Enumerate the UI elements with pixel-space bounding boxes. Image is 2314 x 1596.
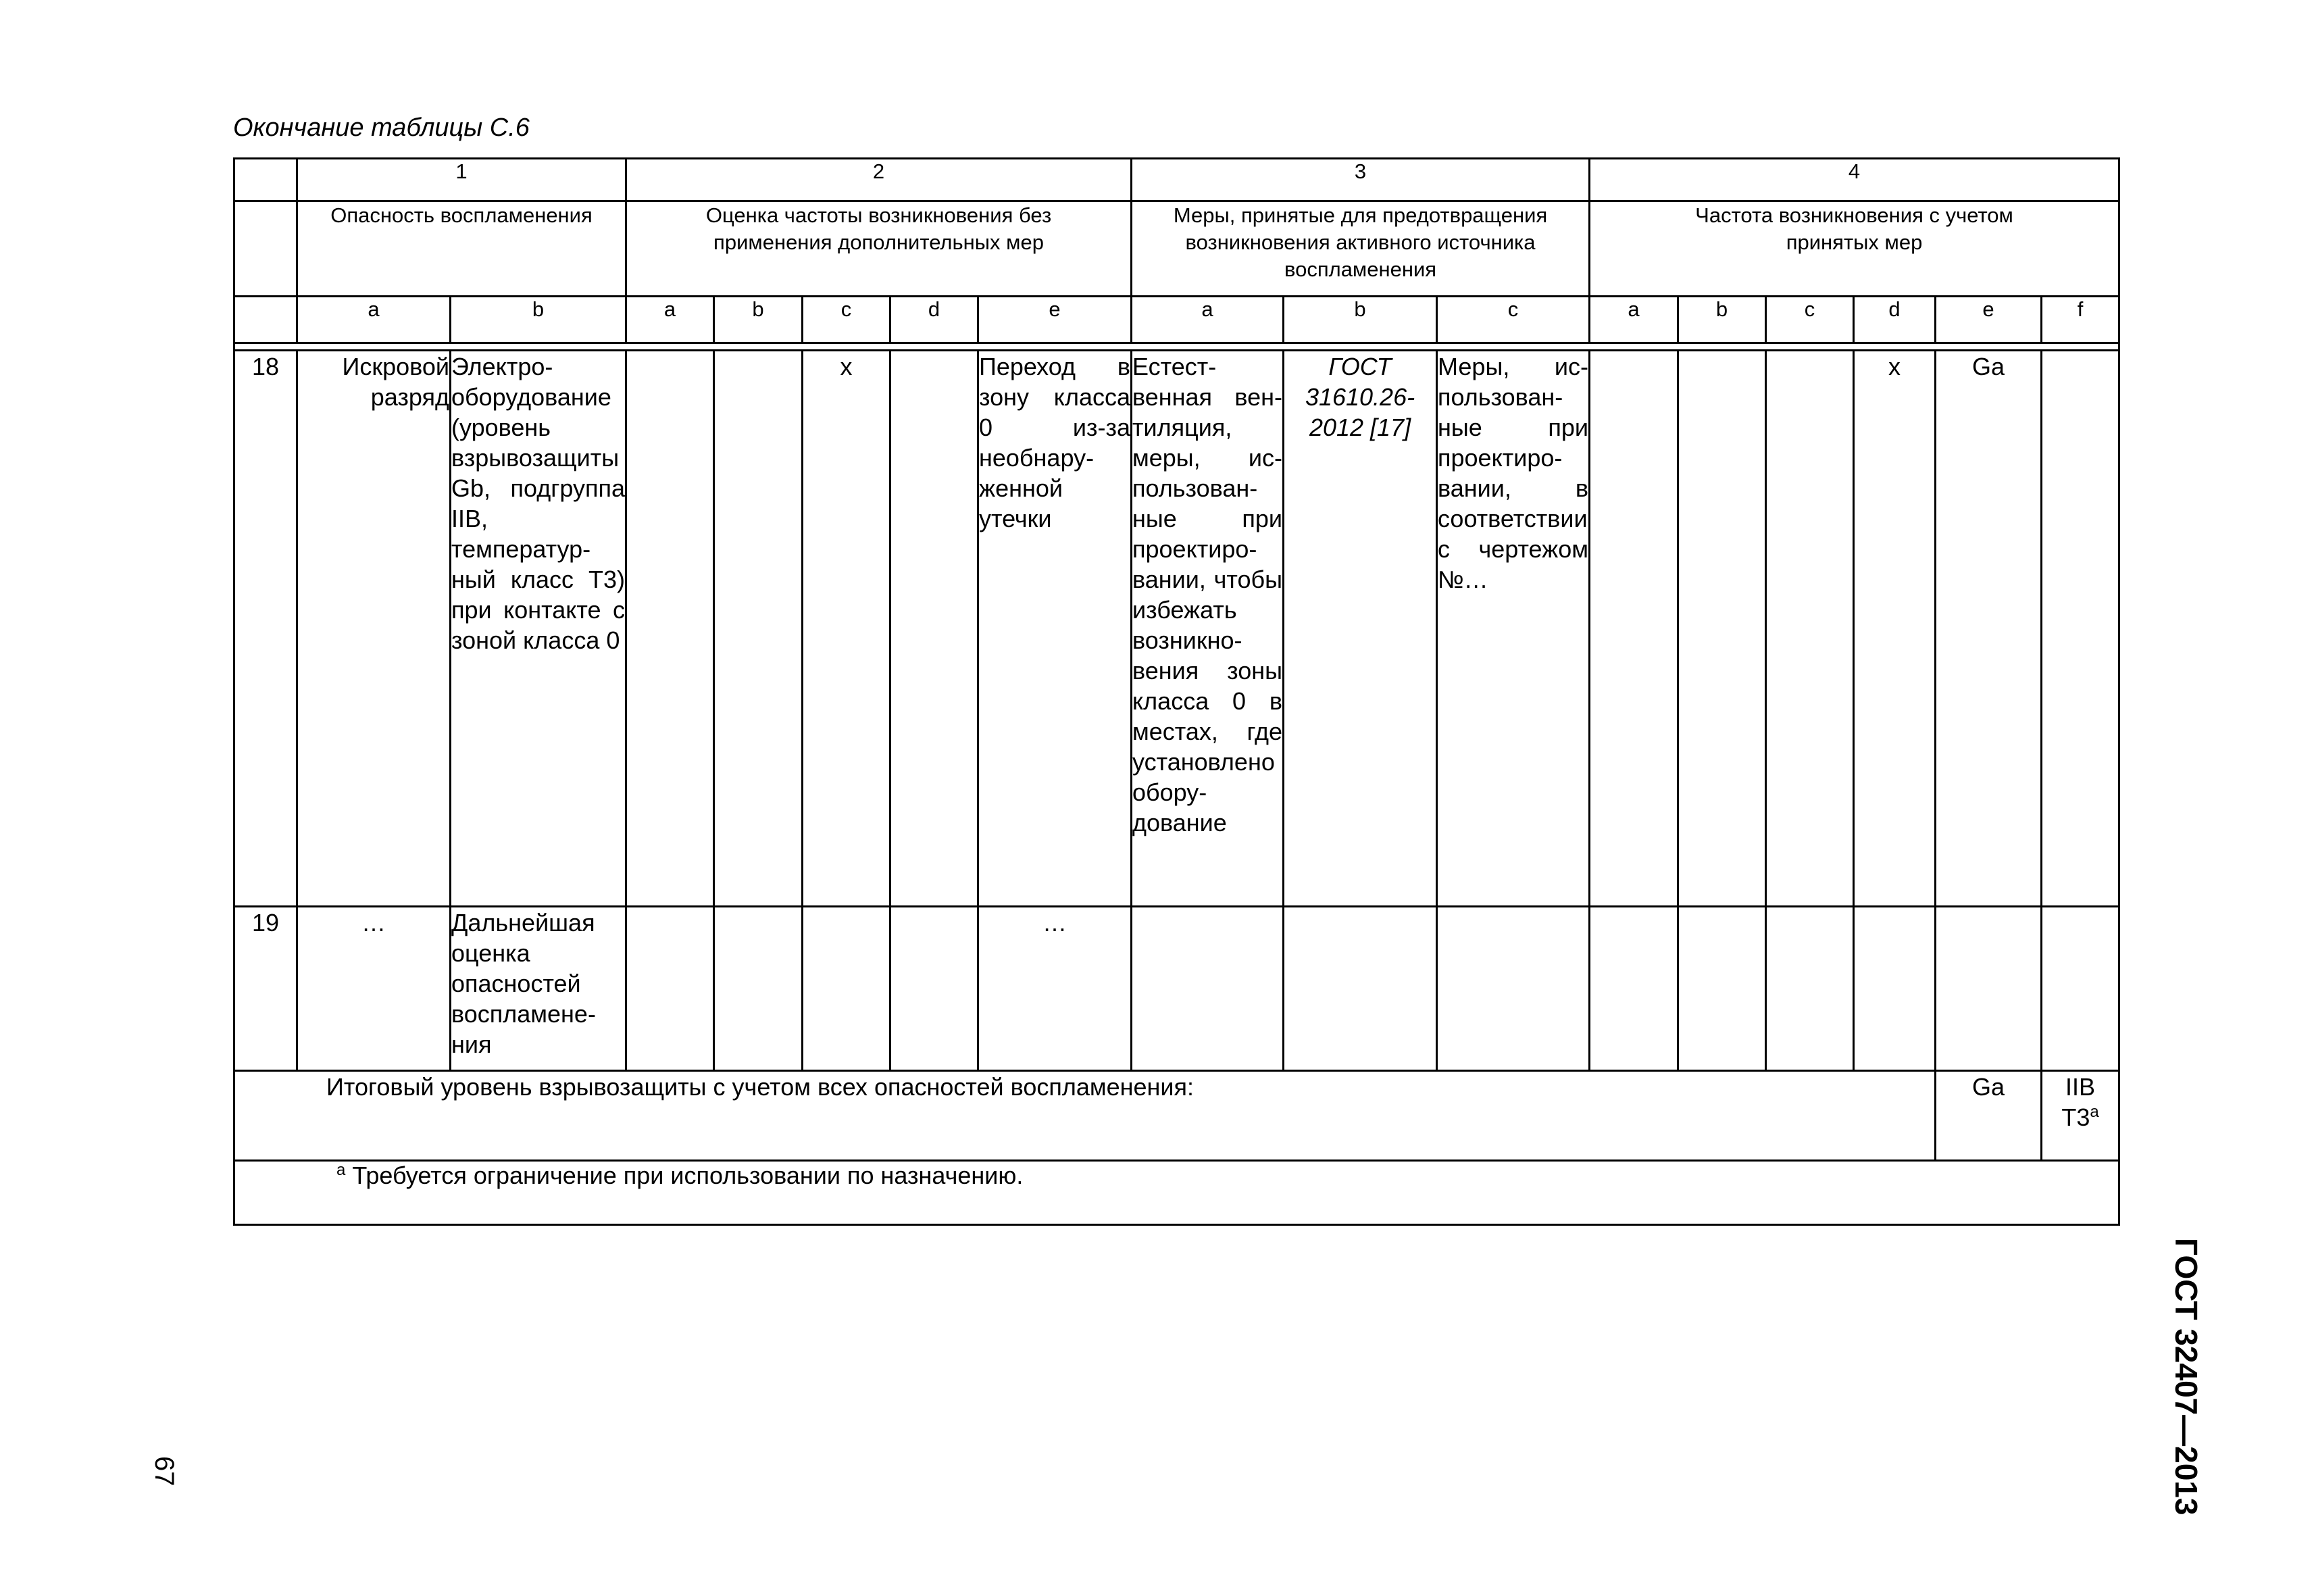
cell-reason: … — [978, 907, 1132, 1071]
row-number: 18 — [234, 351, 297, 907]
cell-mark: x — [803, 351, 890, 907]
header-letter: c — [1437, 297, 1590, 343]
cell — [1678, 351, 1766, 907]
footnote-marker: а — [336, 1161, 346, 1179]
footnote-marker: a — [2090, 1103, 2099, 1121]
header-letter: a — [626, 297, 714, 343]
header-group-1-title: Опасность воспламенения — [297, 201, 626, 297]
cell-reason: Переход в зону класса 0 из-за необнаруженной утечки — [978, 351, 1132, 907]
header-letter: b — [451, 297, 626, 343]
cell — [803, 907, 890, 1071]
total-label: Итоговый уровень взрывозащиты с учетом всех опасностей воспламенения: — [234, 1071, 1936, 1161]
header-letter: c — [1766, 297, 1854, 343]
header-group-4-title: Частота возникновения с учетом принятых мер — [1590, 201, 2119, 297]
header-empty-cell — [234, 297, 297, 343]
cell — [1437, 907, 1590, 1071]
document-designation: ГОСТ 32407—2013 — [2169, 1238, 2204, 1516]
cell — [1854, 907, 1936, 1071]
cell — [890, 907, 978, 1071]
header-group-2-number: 2 — [626, 159, 1132, 201]
total-protection-level: Ga — [1936, 1071, 2042, 1161]
header-group-1-number: 1 — [297, 159, 626, 201]
header-group-4-number: 4 — [1590, 159, 2119, 201]
row-number: 19 — [234, 907, 297, 1071]
header-letter: b — [714, 297, 803, 343]
header-letter: e — [978, 297, 1132, 343]
page-number: 67 — [149, 1456, 179, 1487]
header-group-3-title: Меры, принятые для предотвращения возникновения активного источника воспламенения — [1132, 201, 1590, 297]
header-group-2-title: Оценка частоты возникновения без применения дополнительных мер — [626, 201, 1132, 297]
cell-protection-level: Ga — [1936, 351, 2042, 907]
cell-mark: x — [1854, 351, 1936, 907]
total-group-class — [2042, 1071, 2119, 1161]
header-group-3-number: 3 — [1132, 159, 1590, 201]
header-number-row — [234, 159, 2119, 201]
header-separator — [234, 343, 2119, 351]
cell — [1766, 907, 1854, 1071]
header-title-row — [234, 201, 2119, 297]
cell — [1284, 907, 1437, 1071]
cell-hazard-type: … — [297, 907, 451, 1071]
cell — [714, 351, 803, 907]
header-empty-cell — [234, 159, 297, 201]
total-group: IIB — [2065, 1073, 2096, 1101]
cell-hazard-description: Электрооборудование (уровень взрывозащиты Gb, подгруппа IIB, температурный класс Т3) при контакте с зоной класса 0 — [451, 351, 626, 907]
cell — [1766, 351, 1854, 907]
table-row — [234, 907, 2119, 1071]
cell — [626, 351, 714, 907]
cell — [2042, 907, 2119, 1071]
header-letter: d — [890, 297, 978, 343]
header-letter: e — [1936, 297, 2042, 343]
header-letter: a — [1132, 297, 1284, 343]
cell — [1936, 907, 2042, 1071]
total-temperature-class-wrap — [2042, 1102, 2118, 1132]
cell-standard-reference: ГОСТ 31610.26-2012 [17] — [1284, 351, 1437, 907]
header-letter: b — [1284, 297, 1437, 343]
cell-measures: Естественная вентиляция, меры, использованные при проектировании, чтобы избежать возникновения зоны класса 0 в местах, где установлено оборудование — [1132, 351, 1284, 907]
header-letter: f — [2042, 297, 2119, 343]
header-letter: a — [297, 297, 451, 343]
header-letter: b — [1678, 297, 1766, 343]
header-empty-cell — [234, 201, 297, 297]
cell — [2042, 351, 2119, 907]
cell — [1678, 907, 1766, 1071]
header-separator-row — [234, 343, 2119, 351]
table-c6 — [233, 157, 2120, 1226]
total-temperature-class: Т3 — [2061, 1103, 2090, 1131]
cell — [1132, 907, 1284, 1071]
header-letter: a — [1590, 297, 1678, 343]
header-letter: d — [1854, 297, 1936, 343]
cell-documentation: Меры, использованные при проектировании, в соответствии с чертежом №… — [1437, 351, 1590, 907]
cell — [714, 907, 803, 1071]
cell — [890, 351, 978, 907]
footnote-row — [234, 1161, 2119, 1225]
header-letter-row — [234, 297, 2119, 343]
header-letter: c — [803, 297, 890, 343]
cell-hazard-description: Дальнейшая оценка опасностей воспламенения — [451, 907, 626, 1071]
table-caption: Окончание таблицы С.6 — [233, 114, 530, 142]
cell — [1590, 907, 1678, 1071]
cell — [1590, 351, 1678, 907]
footnote-cell — [234, 1161, 2119, 1225]
cell-hazard-type: Искровой разряд — [297, 351, 451, 907]
total-row — [234, 1071, 2119, 1161]
cell — [626, 907, 714, 1071]
table-row — [234, 351, 2119, 907]
footnote-text: Требуется ограничение при использовании по назначению. — [352, 1162, 1024, 1189]
